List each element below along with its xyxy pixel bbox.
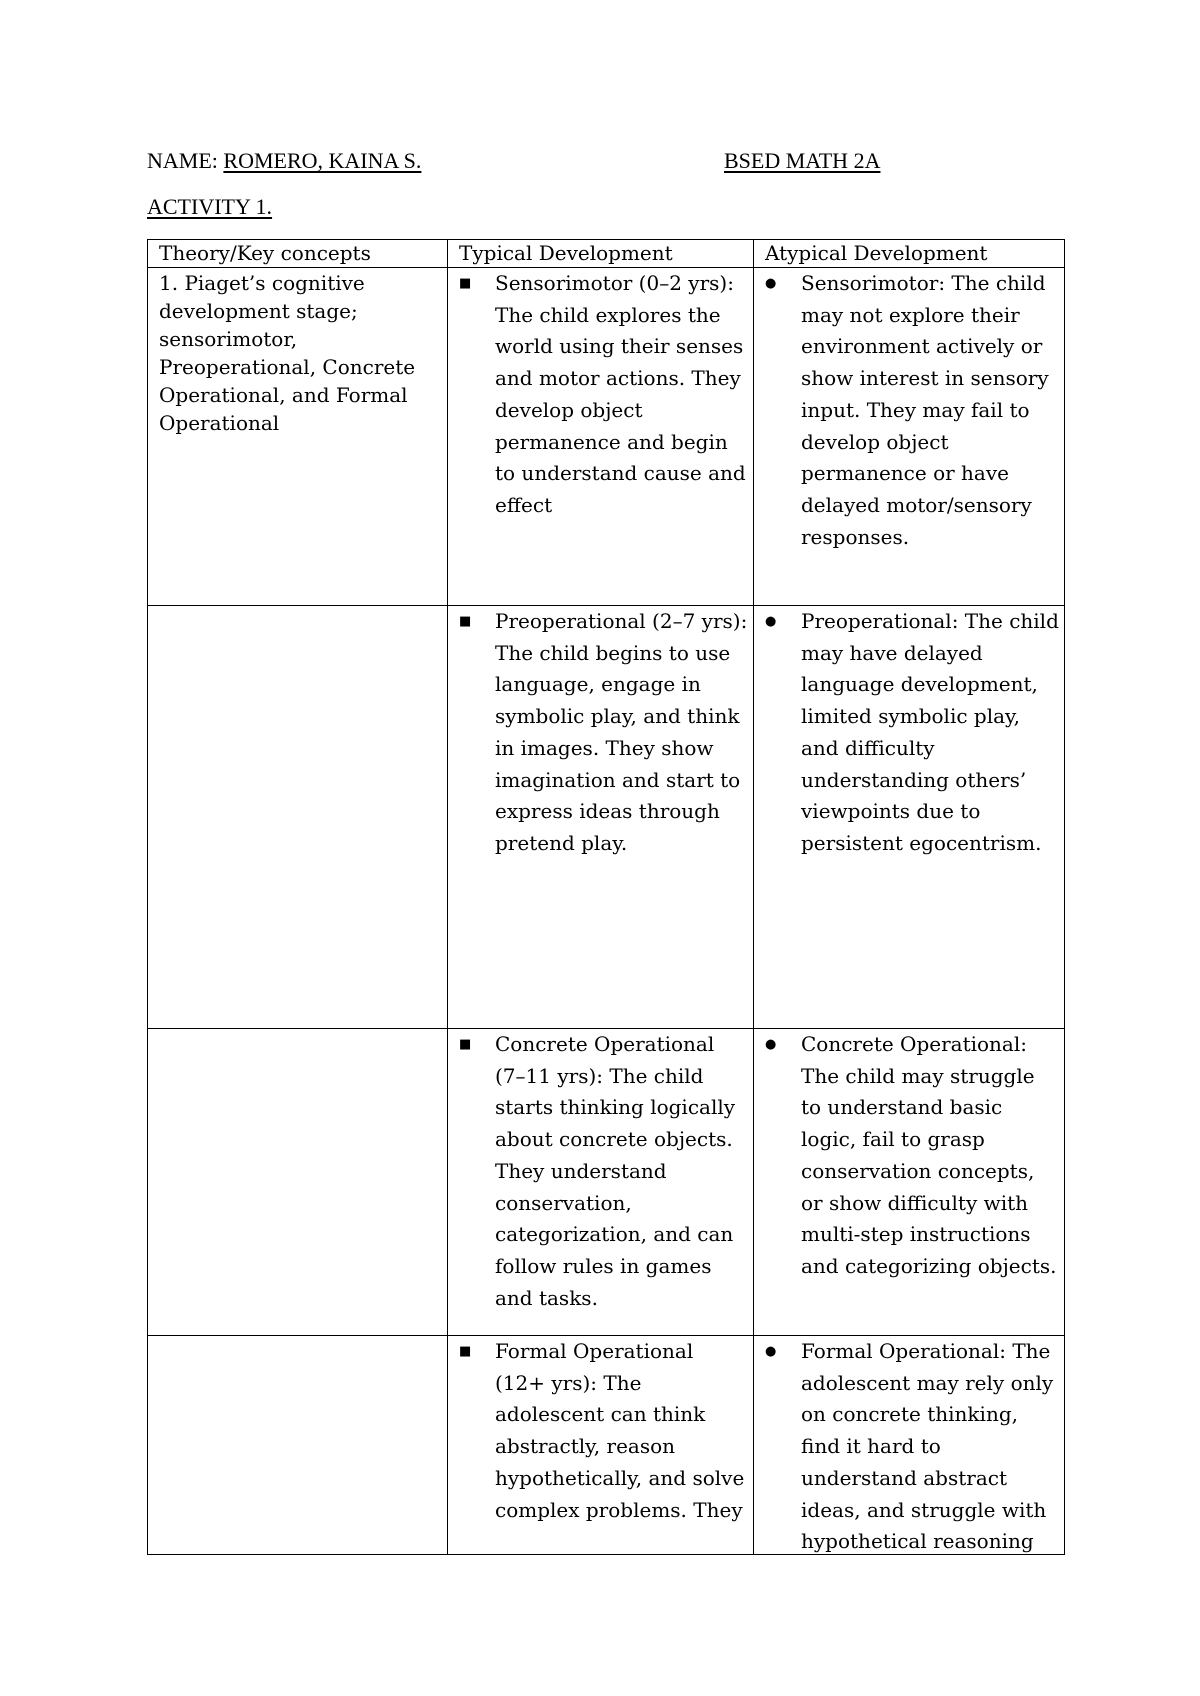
square-bullet-icon: ■ [459, 614, 472, 629]
column-header: Atypical Development [765, 241, 988, 265]
course-value: BSED MATH 2A [724, 148, 881, 173]
theory-cell [148, 268, 448, 606]
course-label [724, 148, 880, 174]
atypical-cell [754, 1029, 1065, 1336]
atypical-cell [754, 606, 1065, 1029]
table-header-row [148, 240, 1065, 268]
round-bullet-icon: ● [765, 276, 777, 291]
header-cell-typical [448, 240, 754, 268]
typical-text: Sensorimotor (0–2 yrs): The child explores the world using their senses and motor actions. They develop object permanence and begin to understand cause and effect [495, 271, 746, 517]
column-header: Theory/Key concepts [159, 241, 371, 265]
typical-cell [448, 268, 754, 606]
atypical-text: Concrete Operational: The child may struggle to understand basic logic, fail to grasp conservation concepts, or show difficulty with multi-step instructions and categorizing objects. [801, 1032, 1057, 1278]
name-label: NAME: [147, 148, 224, 173]
theory-cell-empty [148, 1336, 448, 1555]
typical-text: Concrete Operational (7–11 yrs): The child starts thinking logically about concrete objects. They understand conservation, categorization, and can follow rules in games and tasks. [495, 1032, 736, 1310]
atypical-text: Formal Operational: The adolescent may rely only on concrete thinking, find it hard to understand abstract ideas, and struggle with hypothetical reasoning [801, 1339, 1054, 1554]
header-name-line [147, 148, 421, 174]
atypical-text: Sensorimotor: The child may not explore their environment actively or show interest in sensory input. They may fail to develop object permanence or have delayed motor/sensory responses. [801, 271, 1049, 549]
square-bullet-icon: ■ [459, 1344, 472, 1359]
typical-cell [448, 1029, 754, 1336]
typical-text: Formal Operational (12+ yrs): The adolescent can think abstractly, reason hypothetically, and solve complex problems. They [495, 1339, 745, 1522]
typical-text: Preoperational (2–7 yrs): The child begins to use language, engage in symbolic play, and think in images. They show imagination and start to express ideas through pretend play. [495, 609, 748, 855]
typical-cell [448, 1336, 754, 1555]
atypical-cell [754, 268, 1065, 606]
activity-title: ACTIVITY 1. [147, 194, 273, 219]
theory-cell-empty [148, 1029, 448, 1336]
square-bullet-icon: ■ [459, 1037, 472, 1052]
header-cell-atypical [754, 240, 1065, 268]
theory-text: 1. Piaget’s cognitive development stage; sensorimotor, Preoperational, Concrete Operational, and Formal Operational [159, 271, 416, 435]
square-bullet-icon: ■ [459, 276, 472, 291]
round-bullet-icon: ● [765, 1037, 777, 1052]
atypical-text: Preoperational: The child may have delayed language development, limited symbolic play, and difficulty understanding others’ viewpoints due to persistent egocentrism. [801, 609, 1059, 855]
column-header: Typical Development [459, 241, 673, 265]
atypical-cell [754, 1336, 1065, 1555]
table-row [148, 1029, 1065, 1336]
typical-cell [448, 606, 754, 1029]
development-table [147, 239, 1065, 1555]
header-cell-theory [148, 240, 448, 268]
round-bullet-icon: ● [765, 1344, 777, 1359]
round-bullet-icon: ● [765, 614, 777, 629]
table-row [148, 606, 1065, 1029]
table-row [148, 268, 1065, 606]
student-name: ROMERO, KAINA S. [223, 148, 422, 173]
theory-cell-empty [148, 606, 448, 1029]
table-row [148, 1336, 1065, 1555]
